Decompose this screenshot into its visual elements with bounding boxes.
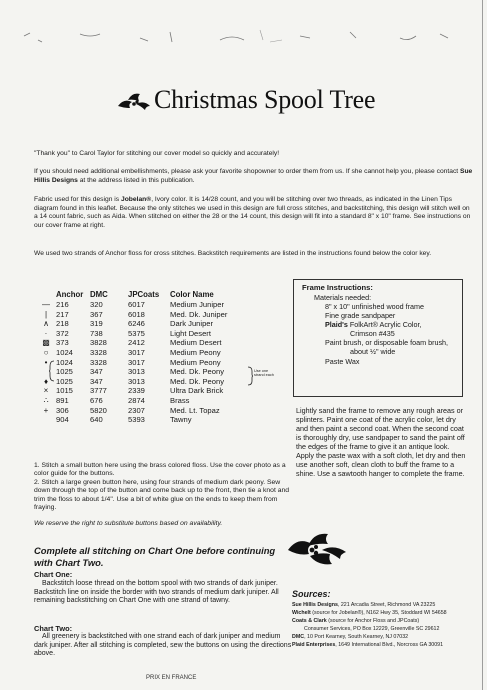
title-block bbox=[116, 86, 375, 114]
anchor-number: 306 bbox=[56, 405, 69, 415]
color-key-row bbox=[40, 358, 231, 368]
anchor-number: 372 bbox=[56, 328, 69, 338]
color-key-row bbox=[40, 377, 231, 387]
jpcoats-number: 2307 bbox=[128, 405, 145, 415]
anchor-number: 1024 bbox=[56, 357, 73, 367]
embellishments-text: If you should need additional embellishments, please ask your favorite shopowner to order them from us. If she cannot help you, please contact bbox=[34, 168, 461, 175]
anchor-number: 1025 bbox=[56, 376, 73, 386]
jpcoats-number: 6018 bbox=[128, 309, 145, 319]
material-brush: Paint brush, or disposable foam brush, bbox=[325, 338, 449, 347]
substitute-note: We reserve the right to substitute buttons based on availability. bbox=[34, 520, 223, 527]
color-key-row bbox=[40, 406, 231, 416]
material-sandpaper: Fine grade sandpaper bbox=[325, 311, 396, 320]
anchor-header: Anchor bbox=[56, 290, 84, 299]
stitch-symbol: • bbox=[44, 357, 48, 367]
stitch-symbol bbox=[40, 415, 56, 425]
source-item bbox=[292, 618, 478, 625]
designer-name: Sue Hillis Designs bbox=[34, 168, 473, 184]
source-item bbox=[292, 602, 478, 609]
source-item bbox=[292, 642, 478, 649]
color-name: Light Desert bbox=[170, 328, 211, 338]
acrylic-text: FolkArt® Acrylic Color, bbox=[349, 320, 422, 329]
thanks-text: "Thank you" to Carol Taylor for stitching our cover model so quickly and accurately! bbox=[34, 150, 280, 157]
color-key-rows bbox=[40, 300, 231, 425]
jpcoats-number: 2874 bbox=[128, 395, 145, 405]
source-address: , 1649 International Blvd., Norcross GA 30091 bbox=[335, 642, 444, 648]
material-crimson: Crimson #435 bbox=[350, 329, 395, 338]
dmc-header: DMC bbox=[90, 290, 108, 299]
anchor-number: 1015 bbox=[56, 386, 73, 396]
color-key-row bbox=[40, 367, 231, 377]
complete-chart-note: Complete all stitching on Chart One before continuing with Chart Two. bbox=[34, 545, 276, 568]
stitch-symbol: | bbox=[44, 309, 48, 319]
source-name: Plaid Enterprises bbox=[292, 642, 336, 648]
plaid-brand: Plaid's bbox=[325, 320, 348, 329]
source-item bbox=[292, 634, 478, 641]
dmc-number: 3328 bbox=[90, 357, 107, 367]
color-name: Ultra Dark Brick bbox=[170, 386, 224, 396]
stitch-symbol: ∴ bbox=[43, 395, 49, 405]
color-name: Med. Dk. Juniper bbox=[170, 309, 228, 319]
holly-icon bbox=[116, 90, 152, 114]
chart-two-label: Chart Two: bbox=[34, 624, 73, 633]
color-name: Medium Juniper bbox=[170, 300, 225, 309]
stitch-symbol: ▩ bbox=[42, 338, 50, 348]
stitch-symbol: + bbox=[43, 405, 49, 415]
source-address: , 221 Arcadia Street, Richmond VA 23225 bbox=[337, 602, 436, 608]
chart-one-text: Backstitch loose thread on the bottom spool with two strands of dark juniper. Backstitch line on inside the border with two strands of medium dark juniper. All remaining backstitching on Chart One with one strand of tawny. bbox=[34, 580, 279, 605]
bracket-mark bbox=[49, 360, 55, 382]
color-name: Med. Lt. Topaz bbox=[170, 405, 220, 415]
color-key-row bbox=[40, 396, 231, 406]
dmc-number: 3828 bbox=[90, 338, 107, 348]
fabric-text: Fabric used for this design is bbox=[34, 196, 121, 203]
color-key-row bbox=[40, 300, 231, 310]
scan-noise-marks bbox=[20, 26, 460, 56]
dmc-number: 3328 bbox=[90, 347, 107, 357]
source-item bbox=[292, 610, 478, 617]
anchor-number: 217 bbox=[56, 309, 69, 319]
color-name: Medium Peony bbox=[170, 357, 221, 367]
bracket-mark-right bbox=[247, 366, 253, 386]
material-wax: Paste Wax bbox=[325, 357, 360, 366]
floss-intro-text: We used two strands of Anchor floss for cross stitches. Backstitch requirements are listed in the instructions found below the color key. bbox=[34, 250, 432, 257]
jpcoats-number: 2412 bbox=[128, 338, 145, 348]
jpcoats-number: 3013 bbox=[128, 367, 145, 377]
color-name: Medium Desert bbox=[170, 338, 222, 348]
source-address: , 10 Port Kearney, South Kearney, NJ 07032 bbox=[304, 634, 409, 640]
jpcoats-number: 5393 bbox=[128, 415, 145, 425]
anchor-number: 904 bbox=[56, 415, 69, 425]
fabric-paragraph bbox=[34, 196, 474, 230]
page-title: Christmas Spool Tree bbox=[154, 85, 376, 114]
embellishments-paragraph bbox=[34, 168, 474, 185]
dmc-number: 347 bbox=[90, 367, 103, 377]
source-address: (source for Jobelan®), N162 Hwy 35, Stoddard WI 54658 bbox=[310, 610, 447, 616]
dmc-number: 5820 bbox=[90, 405, 107, 415]
stitch-symbol: ♦ bbox=[43, 376, 49, 386]
stitch-symbol: ○ bbox=[43, 347, 49, 357]
color-key-row bbox=[40, 319, 231, 329]
jpcoats-number: 3017 bbox=[128, 347, 145, 357]
anchor-number: 218 bbox=[56, 319, 69, 329]
dmc-number: 3777 bbox=[90, 386, 107, 396]
step-one-text: 1. Stitch a small button here using the brass colored floss. Use the cover photo as a color guide for the buttons. bbox=[34, 462, 286, 478]
chart-two-text: All greenery is backstitched with one strand each of dark juniper and medium dark juniper. After all stitching is completed, sew the buttons on using the directions above. bbox=[34, 633, 292, 658]
stitch-symbol: × bbox=[43, 386, 49, 396]
color-key-row bbox=[40, 386, 231, 396]
materials-label: Materials needed: bbox=[314, 293, 372, 302]
source-item bbox=[304, 626, 487, 633]
jpcoats-header: JPCoats bbox=[128, 290, 160, 299]
jpcoats-number: 2339 bbox=[128, 386, 145, 396]
price-stamp: PRIX EN FRANCE bbox=[146, 675, 197, 681]
dmc-number: 319 bbox=[90, 319, 103, 329]
color-name: Med. Dk. Peony bbox=[170, 367, 225, 377]
dmc-number: 640 bbox=[90, 415, 103, 425]
dmc-number: 676 bbox=[90, 395, 103, 405]
source-name: Sue Hillis Designs bbox=[292, 602, 338, 608]
jpcoats-number: 3013 bbox=[128, 376, 145, 386]
color-name: Brass bbox=[170, 395, 190, 405]
stitch-symbol: ∧ bbox=[43, 319, 49, 329]
anchor-number: 373 bbox=[56, 338, 69, 348]
color-key-row bbox=[40, 338, 231, 348]
dmc-number: 738 bbox=[90, 328, 103, 338]
chart-one-label: Chart One: bbox=[34, 570, 73, 579]
bracket-note: Use one strand each bbox=[254, 369, 274, 378]
sources-title: Sources: bbox=[292, 589, 331, 599]
symbol-header bbox=[40, 290, 56, 300]
source-name: Wichelt bbox=[292, 610, 311, 616]
source-address: (source for Anchor Floss and JPCoats) bbox=[326, 618, 420, 624]
jpcoats-number: 6017 bbox=[128, 300, 145, 309]
color-key-header-row bbox=[40, 290, 231, 300]
color-name: Dark Juniper bbox=[170, 319, 214, 329]
jpcoats-number: 3017 bbox=[128, 357, 145, 367]
dmc-number: 367 bbox=[90, 309, 103, 319]
frame-instructions-title: Frame Instructions: bbox=[302, 283, 373, 292]
fabric-name: Jobelan® bbox=[120, 196, 152, 203]
stitch-symbol: · bbox=[44, 328, 48, 338]
material-frame: 8" x 10" unfinished wood frame bbox=[325, 302, 424, 311]
color-name: Tawny bbox=[170, 415, 192, 425]
fabric-text-end: , Ivory color. It is 14/28 count, and you will be stitching over two threads, as indicated in the Linen Tips diagram found in this leaflet. Because the only stitches we used in this design are full cross stitches, and backstitching, this design will stitch well on a 14 count fabric, such as Aida. When stitched on either the 28 or the 14 count, this design will fit into a standard 8" x 10" frame. See instructions on our cover frame at right. bbox=[34, 196, 471, 229]
color-name-header: Color Name bbox=[170, 290, 214, 299]
dmc-number: 320 bbox=[90, 300, 103, 309]
step-two-text: 2. Stitch a large green button here, using four strands of medium dark peony. Sew down through the top of the button and come back up to the front, then tie a knot and trim the floss to about 1/4". Use a bit of white glue on the ends to keep them from fraying. bbox=[34, 479, 290, 511]
color-key-table bbox=[40, 290, 231, 425]
anchor-number: 891 bbox=[56, 395, 69, 405]
embellishments-text-end: at the address listed in this publication. bbox=[77, 176, 195, 184]
color-key-row bbox=[40, 415, 231, 425]
source-name: Coats & Clark bbox=[292, 618, 327, 624]
color-name: Medium Peony bbox=[170, 347, 221, 357]
material-brush-size: about ½" wide bbox=[350, 347, 396, 356]
scan-edge-line bbox=[482, 0, 483, 690]
jpcoats-number: 5375 bbox=[128, 328, 145, 338]
anchor-number: 216 bbox=[56, 300, 69, 309]
anchor-number: 1025 bbox=[56, 367, 73, 377]
source-address: Consumer Services, PO Box 12229, Greenville SC 29612 bbox=[304, 626, 440, 632]
color-key-row bbox=[40, 329, 231, 339]
frame-instructions-text: Lightly sand the frame to remove any rough areas or splinters. Paint one coat of the acrylic color, let dry and then paint a second coat. When the second coat is thoroughly dry, use sandpaper to sand the paint off the edges of the frame to give it an antique look. Apply the paste wax with a soft cloth, let dry and then use another soft, clean cloth to buff the frame to a shine. Use a sawtooth hanger to complete the frame. bbox=[296, 406, 466, 478]
color-name: Med. Dk. Peony bbox=[170, 376, 225, 386]
color-key-row bbox=[40, 310, 231, 320]
stitch-symbol: — bbox=[42, 300, 50, 309]
source-name: DMC bbox=[292, 634, 305, 640]
color-key-row bbox=[40, 348, 231, 358]
dmc-number: 347 bbox=[90, 376, 103, 386]
anchor-number: 1024 bbox=[56, 347, 73, 357]
jpcoats-number: 6246 bbox=[128, 319, 145, 329]
